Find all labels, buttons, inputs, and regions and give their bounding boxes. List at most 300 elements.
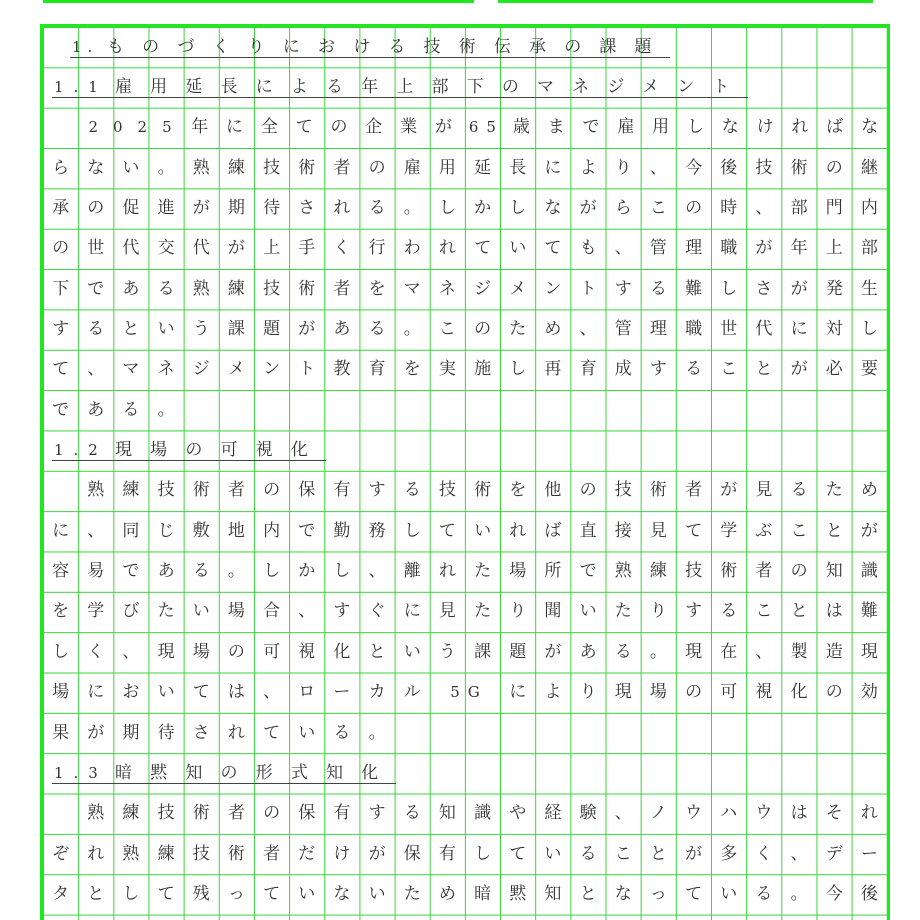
manuscript-char: 技: [157, 803, 175, 824]
manuscript-char: 。: [157, 399, 175, 420]
manuscript-char: の: [685, 198, 703, 219]
manuscript-char: 、: [122, 641, 140, 662]
manuscript-char: り: [649, 601, 667, 622]
manuscript-char: ロ: [298, 682, 316, 703]
manuscript-char: 術: [474, 480, 492, 501]
manuscript-char: が: [720, 480, 738, 501]
section-heading: [52, 763, 396, 784]
manuscript-char: 果: [52, 722, 70, 743]
manuscript-char: る: [87, 319, 105, 340]
manuscript-row: [43, 592, 887, 632]
manuscript-char: 長: [509, 157, 527, 178]
manuscript-char: る: [614, 641, 632, 662]
blank-cell: [360, 390, 395, 430]
manuscript-char: 年: [790, 238, 808, 259]
manuscript-char: 今: [825, 883, 843, 904]
manuscript-char: 験: [579, 803, 597, 824]
manuscript-char: 術: [649, 480, 667, 501]
manuscript-char: 対: [825, 319, 843, 340]
manuscript-char: と: [790, 601, 808, 622]
manuscript-char: の: [474, 319, 492, 340]
manuscript-char: 、: [263, 682, 281, 703]
manuscript-char: わ: [403, 238, 421, 259]
blank-cell: [817, 915, 852, 920]
manuscript-char: 合: [263, 601, 281, 622]
manuscript-char: 熟: [87, 480, 105, 501]
manuscript-char: 接: [614, 520, 632, 541]
manuscript-char: し: [52, 641, 70, 662]
manuscript-char: 現: [157, 641, 175, 662]
manuscript-char: 職: [720, 238, 738, 259]
manuscript-char: ノ: [649, 803, 667, 824]
manuscript-char: 雇: [617, 117, 635, 138]
manuscript-char: 育: [579, 359, 597, 380]
manuscript-char: 勤: [333, 520, 351, 541]
manuscript-char: れ: [509, 520, 527, 541]
manuscript-char: 行: [368, 238, 386, 259]
manuscript-char: ジ: [192, 359, 210, 380]
manuscript-char: る: [368, 319, 386, 340]
manuscript-char: し: [474, 843, 492, 864]
manuscript-char: の: [790, 561, 808, 582]
manuscript-char: し: [122, 883, 140, 904]
manuscript-char: 務: [368, 520, 386, 541]
manuscript-char: し: [509, 198, 527, 219]
manuscript-char: 練: [227, 157, 245, 178]
manuscript-row: [43, 632, 887, 672]
manuscript-char: ネ: [438, 278, 456, 299]
manuscript-char: ト: [579, 278, 597, 299]
manuscript-row: [43, 471, 887, 511]
blank-cell: [430, 390, 465, 430]
manuscript-char: る: [192, 561, 210, 582]
manuscript-char: 有: [333, 480, 351, 501]
manuscript-char: て: [157, 883, 175, 904]
blank-cell: [746, 390, 781, 430]
manuscript-char: ン: [263, 359, 281, 380]
manuscript-char: 熟: [122, 843, 140, 864]
section-heading: [52, 77, 748, 98]
manuscript-char: 技: [263, 157, 281, 178]
manuscript-char: れ: [791, 117, 809, 138]
manuscript-char: が: [860, 520, 878, 541]
manuscript-char: が: [544, 641, 562, 662]
manuscript-char: 施: [474, 359, 492, 380]
blank-cell: [395, 713, 430, 753]
manuscript-char: っ: [227, 883, 245, 904]
manuscript-char: 育: [368, 359, 386, 380]
manuscript-row: [43, 229, 887, 269]
manuscript-char: た: [509, 319, 527, 340]
manuscript-char: ー: [860, 843, 878, 864]
manuscript-char: 可: [720, 682, 738, 703]
manuscript-char: 促: [122, 198, 140, 219]
manuscript-char: が: [298, 319, 316, 340]
manuscript-char: た: [403, 883, 421, 904]
blank-cell: [324, 390, 359, 430]
manuscript-row: [43, 269, 887, 309]
manuscript-char: ま: [547, 117, 565, 138]
manuscript-char: な: [614, 883, 632, 904]
manuscript-char: 学: [720, 520, 738, 541]
manuscript-char: う: [192, 319, 210, 340]
manuscript-char: し: [509, 359, 527, 380]
manuscript-char: く: [755, 843, 773, 864]
manuscript-char: 視: [298, 641, 316, 662]
blank-cell: [324, 915, 359, 920]
manuscript-char: 術: [790, 157, 808, 178]
blank-cell: [817, 390, 852, 430]
manuscript-char: り: [614, 157, 632, 178]
manuscript-char: な: [87, 157, 105, 178]
manuscript-char: 知: [438, 803, 456, 824]
manuscript-row: [43, 188, 887, 228]
blank-cell: [465, 390, 500, 430]
manuscript-char: い: [298, 883, 316, 904]
manuscript-char: し: [333, 561, 351, 582]
manuscript-char: マ: [403, 278, 421, 299]
manuscript-char: す: [368, 803, 386, 824]
manuscript-char: 黙: [509, 883, 527, 904]
manuscript-char: か: [474, 198, 492, 219]
manuscript-char: 、: [368, 561, 386, 582]
manuscript-char: で: [582, 117, 600, 138]
manuscript-char: う: [438, 641, 456, 662]
manuscript-char: が: [227, 238, 245, 259]
manuscript-char: 企: [365, 117, 383, 138]
manuscript-char: れ: [333, 198, 351, 219]
blank-cell: [641, 713, 676, 753]
manuscript-char: 場: [227, 601, 245, 622]
blank-cell: [711, 713, 746, 753]
manuscript-char: 管: [614, 319, 632, 340]
manuscript-row: [43, 794, 887, 834]
manuscript-char: 業: [400, 117, 418, 138]
manuscript-char: て: [263, 722, 281, 743]
manuscript-char: ば: [826, 117, 844, 138]
manuscript-char: る: [720, 601, 738, 622]
manuscript-char: が: [790, 278, 808, 299]
manuscript-char: で: [52, 399, 70, 420]
manuscript-char: 代: [122, 238, 140, 259]
section-number: 1.1: [54, 78, 108, 97]
manuscript-char: 製: [790, 641, 808, 662]
manuscript-char: よ: [544, 682, 562, 703]
manuscript-char: カ: [368, 682, 386, 703]
manuscript-char: い: [157, 319, 175, 340]
manuscript-char: こ: [438, 319, 456, 340]
manuscript-char: で: [579, 561, 597, 582]
manuscript-char: い: [720, 883, 738, 904]
blank-cell: [184, 915, 219, 920]
manuscript-char: 練: [157, 843, 175, 864]
manuscript-char: 他: [544, 480, 562, 501]
manuscript-char: ら: [52, 157, 70, 178]
manuscript-char: 技: [685, 561, 703, 582]
manuscript-char: し: [403, 520, 421, 541]
manuscript-char: 用: [652, 117, 670, 138]
blank-cell: [535, 915, 570, 920]
blank-cell: [782, 713, 817, 753]
manuscript-char: 、: [614, 803, 632, 824]
manuscript-char: な: [333, 883, 351, 904]
manuscript-char: 所: [544, 561, 562, 582]
manuscript-char: だ: [298, 843, 316, 864]
manuscript-char: い: [368, 883, 386, 904]
manuscript-char: 難: [685, 278, 703, 299]
manuscript-char: 要: [860, 359, 878, 380]
manuscript-char: ぐ: [368, 601, 386, 622]
manuscript-char: 世: [87, 238, 105, 259]
manuscript-char: タ: [52, 883, 70, 904]
manuscript-char: く: [87, 641, 105, 662]
manuscript-char: す: [368, 480, 386, 501]
blank-cell: [184, 390, 219, 430]
manuscript-char: 代: [192, 238, 210, 259]
manuscript-char: 待: [157, 722, 175, 743]
blank-cell: [606, 915, 641, 920]
manuscript-char: 。: [368, 722, 386, 743]
manuscript-char: ら: [614, 198, 632, 219]
manuscript-char: た: [825, 480, 843, 501]
manuscript-char: る: [368, 198, 386, 219]
manuscript-char: 。: [227, 561, 245, 582]
section-title: 暗黙知の形式知化: [115, 763, 397, 784]
manuscript-char: 者: [263, 843, 281, 864]
manuscript-row: [43, 108, 887, 148]
manuscript-char: 継: [860, 157, 878, 178]
manuscript-char: に: [52, 520, 70, 541]
manuscript-row: [43, 309, 887, 349]
manuscript-sheet: [40, 24, 890, 920]
manuscript-char: め: [438, 883, 456, 904]
manuscript-char: 後: [720, 157, 738, 178]
manuscript-char: で: [298, 520, 316, 541]
manuscript-char: 上: [825, 238, 843, 259]
manuscript-char: じ: [157, 520, 175, 541]
manuscript-char: よ: [579, 157, 597, 178]
manuscript-char: く: [333, 238, 351, 259]
manuscript-char: の: [368, 157, 386, 178]
manuscript-char: 直: [579, 520, 597, 541]
manuscript-char: が: [192, 198, 210, 219]
manuscript-char: あ: [333, 319, 351, 340]
manuscript-row: [43, 350, 887, 390]
manuscript-char: 易: [87, 561, 105, 582]
manuscript-char: 練: [122, 480, 140, 501]
manuscript-char: こ: [790, 520, 808, 541]
manuscript-char: デ: [825, 843, 843, 864]
manuscript-char: 練: [122, 803, 140, 824]
manuscript-char: こ: [755, 601, 773, 622]
manuscript-char: け: [333, 843, 351, 864]
manuscript-char: 後: [860, 883, 878, 904]
manuscript-char: さ: [192, 722, 210, 743]
manuscript-char: 術: [192, 803, 210, 824]
manuscript-char: 門: [825, 198, 843, 219]
manuscript-char: 下: [52, 278, 70, 299]
manuscript-char: し: [720, 278, 738, 299]
manuscript-char: 術: [720, 561, 738, 582]
manuscript-char: ト: [298, 359, 316, 380]
manuscript-char: れ: [227, 722, 245, 743]
manuscript-char: て: [438, 520, 456, 541]
manuscript-char: 現: [860, 641, 878, 662]
manuscript-char: に: [544, 157, 562, 178]
manuscript-char: れ: [87, 843, 105, 864]
manuscript-char: か: [298, 561, 316, 582]
manuscript-char: 識: [860, 561, 878, 582]
manuscript-char: の: [825, 682, 843, 703]
manuscript-char: い: [157, 682, 175, 703]
manuscript-char: れ: [860, 803, 878, 824]
manuscript-char: 雇: [403, 157, 421, 178]
blank-cell: [360, 915, 395, 920]
blank-cell: [782, 390, 817, 430]
manuscript-char: 理: [685, 238, 703, 259]
manuscript-char: と: [122, 319, 140, 340]
manuscript-char: あ: [87, 399, 105, 420]
manuscript-char: の: [330, 117, 348, 138]
manuscript-char: い: [403, 641, 421, 662]
section-number: 1.: [72, 38, 99, 56]
manuscript-char: 者: [227, 480, 245, 501]
manuscript-char: 発: [825, 278, 843, 299]
manuscript-char: 部: [790, 198, 808, 219]
manuscript-char: 練: [649, 561, 667, 582]
manuscript-char: め: [544, 319, 562, 340]
manuscript-char: 熟: [614, 561, 632, 582]
manuscript-char: 技: [263, 278, 281, 299]
manuscript-char: が: [755, 238, 773, 259]
manuscript-char: 技: [192, 843, 210, 864]
manuscript-char: の: [87, 198, 105, 219]
blank-cell: [711, 915, 746, 920]
blank-cell: [289, 915, 324, 920]
manuscript-char: っ: [649, 883, 667, 904]
manuscript-char: い: [298, 722, 316, 743]
manuscript-char: 多: [720, 843, 738, 864]
manuscript-char: メ: [509, 278, 527, 299]
manuscript-char: 年: [191, 117, 209, 138]
manuscript-char: 時: [720, 198, 738, 219]
manuscript-char: 65: [468, 118, 504, 137]
manuscript-char: を: [403, 359, 421, 380]
manuscript-char: る: [649, 278, 667, 299]
manuscript-char: 内: [263, 520, 281, 541]
manuscript-char: 在: [720, 641, 738, 662]
manuscript-char: 実: [438, 359, 456, 380]
blank-cell: [78, 915, 113, 920]
manuscript-char: 、: [579, 319, 597, 340]
manuscript-char: 現: [614, 682, 632, 703]
blank-cell: [606, 390, 641, 430]
manuscript-char: る: [403, 480, 421, 501]
manuscript-char: ぶ: [755, 520, 773, 541]
manuscript-char: し: [686, 117, 704, 138]
manuscript-char: の: [263, 803, 281, 824]
blank-cell: [571, 915, 606, 920]
heading-row: [43, 67, 887, 107]
manuscript-char: た: [474, 601, 492, 622]
manuscript-char: に: [790, 319, 808, 340]
blank-cell: [782, 915, 817, 920]
manuscript-char: と: [825, 520, 843, 541]
manuscript-char: の: [579, 480, 597, 501]
manuscript-char: る: [122, 399, 140, 420]
manuscript-char: 者: [685, 480, 703, 501]
manuscript-char: の: [263, 480, 281, 501]
manuscript-char: れ: [438, 238, 456, 259]
manuscript-char: の: [227, 641, 245, 662]
manuscript-char: 成: [614, 359, 632, 380]
heading-row: [43, 430, 887, 470]
manuscript-char: ハ: [720, 803, 738, 824]
manuscript-char: 。: [403, 319, 421, 340]
manuscript-char: 熟: [192, 157, 210, 178]
upper-frame-right-edge: [498, 0, 873, 3]
manuscript-char: す: [52, 319, 70, 340]
manuscript-char: 場: [52, 682, 70, 703]
manuscript-char: が: [434, 117, 452, 138]
manuscript-char: 、: [87, 359, 105, 380]
manuscript-char: 者: [227, 803, 245, 824]
manuscript-char: り: [579, 682, 597, 703]
manuscript-char: ジ: [474, 278, 492, 299]
manuscript-char: が: [790, 359, 808, 380]
manuscript-char: 、: [755, 198, 773, 219]
manuscript-char: 今: [685, 157, 703, 178]
manuscript-char: け: [756, 117, 774, 138]
manuscript-char: 歳: [512, 117, 530, 138]
manuscript-char: て: [685, 883, 703, 904]
blank-cell: [641, 390, 676, 430]
heading-row: [43, 753, 887, 793]
manuscript-char: 技: [157, 480, 175, 501]
manuscript-char: 練: [227, 278, 245, 299]
manuscript-char: 手: [298, 238, 316, 259]
manuscript-char: て: [474, 238, 492, 259]
manuscript-char: る: [755, 883, 773, 904]
manuscript-char: を: [368, 278, 386, 299]
manuscript-char: と: [579, 883, 597, 904]
manuscript-char: 、: [790, 843, 808, 864]
manuscript-char: た: [157, 601, 175, 622]
manuscript-char: 者: [333, 278, 351, 299]
manuscript-char: の: [825, 157, 843, 178]
manuscript-char: に: [226, 117, 244, 138]
manuscript-char: め: [860, 480, 878, 501]
blank-cell: [395, 915, 430, 920]
blank-cell: [500, 915, 535, 920]
manuscript-char: 技: [438, 480, 456, 501]
manuscript-char: 術: [298, 157, 316, 178]
manuscript-char: 造: [825, 641, 843, 662]
blank-cell: [254, 390, 289, 430]
manuscript-char: し: [263, 561, 281, 582]
manuscript-char: い: [544, 843, 562, 864]
manuscript-char: に: [87, 682, 105, 703]
manuscript-char: る: [333, 722, 351, 743]
manuscript-char: す: [685, 601, 703, 622]
blank-cell: [571, 713, 606, 753]
manuscript-char: あ: [579, 641, 597, 662]
manuscript-char: に: [403, 601, 421, 622]
manuscript-char: し: [438, 198, 456, 219]
manuscript-char: 題: [509, 641, 527, 662]
manuscript-char: 保: [298, 480, 316, 501]
manuscript-char: こ: [649, 198, 667, 219]
